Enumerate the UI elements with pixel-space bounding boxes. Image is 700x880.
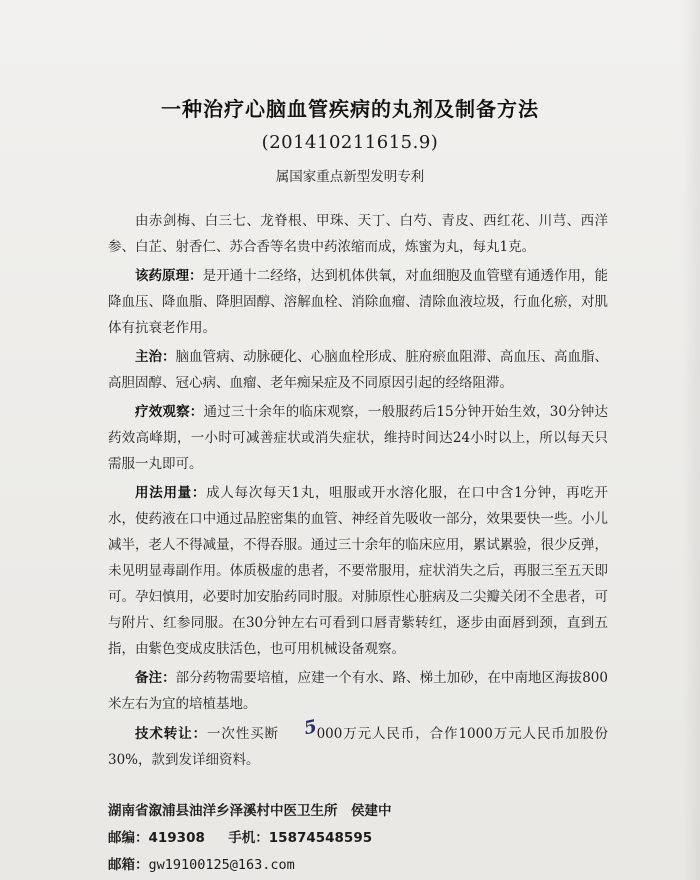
dosage-text: 成人每次每天1丸，咀服或开水溶化服，在口中含1分钟，再吃开水，使药液在口中通过品腔密集的血管、神经首先吸收一部分，效果要快一些。小儿减半，老人不得减量，不得吞服。通过三十余年的临床应用，累试累验，很少反弹，未见明显毒副作用。体质极虚的患者，不要常服用，症状消失之后，再服三至五天即可。孕妇慎用，必要时加安胎药同时服。对肺原性心脏病及二尖瓣关闭不全患者，可与附片、红参同服。在30分钟左右可看到口唇青紫转红，逐步由面唇到颈，直到五指，由紫色变成皮肤活色，也可用机械设备观察。	[108, 485, 608, 657]
indications-text: 脑血管病、动脉硬化、心脑血栓形成、脏府瘀血阻滞、高血压、高血脂、高胆固醇、冠心病、血瘤、老年痴呆症及不同原因引起的经络阻滞。	[108, 349, 609, 391]
contact-email-line	[108, 853, 295, 873]
postcode-value: 419308	[148, 830, 205, 846]
remarks-paragraph	[108, 665, 608, 717]
transfer-paragraph	[108, 716, 609, 773]
principle-text: 是开通十二经络，达到机体供氧，对血细胞及血管壁有通透作用，能降血压、降血脂、降胆固醇、溶解血栓、消除血瘤、清除血液垃圾，行血化瘀，对肌体有抗衰老作用。	[108, 268, 609, 336]
phone-value: 15874548595	[268, 830, 373, 846]
contact-organization: 湖南省溆浦县油洋乡泽溪村中医卫生所 侯建中	[108, 803, 392, 819]
handwritten-digit: 5	[302, 716, 319, 740]
document-subtitle: 属国家重点新型发明专利	[275, 169, 425, 185]
principle-paragraph	[108, 263, 608, 341]
document-body	[108, 208, 608, 773]
patent-number: (201410211615.9)	[261, 132, 439, 153]
document-title: 一种治疗心脑血管疾病的丸剂及制备方法	[161, 97, 539, 121]
postcode-label: 邮编：	[108, 830, 149, 846]
transfer-text-after: 000万元人民币，合作1000万元人民币加股份30%，款到发详细资料。	[108, 726, 609, 768]
transfer-label: 技术转让：	[135, 726, 208, 742]
remarks-label: 备注：	[135, 670, 176, 686]
dosage-label: 用法用量：	[135, 485, 207, 501]
indications-label: 主治：	[135, 349, 176, 365]
efficacy-paragraph	[108, 399, 608, 477]
email-address: gw19100125@163.com	[148, 857, 295, 873]
email-label: 邮箱：	[108, 857, 149, 873]
transfer-text-before: 一次性买断	[207, 726, 280, 742]
phone-label: 手机：	[228, 830, 269, 846]
indications-paragraph	[108, 344, 608, 396]
intro-paragraph: 由赤剑梅、白三七、龙脊根、甲珠、天丁、白芍、青皮、西红花、川芎、西洋参、白芷、射香仁、苏合香等名贵中药浓缩而成，炼蜜为丸，每丸1克。	[108, 213, 608, 255]
remarks-text: 部分药物需要培植，应建一个有水、路、梯土加砂，在中南地区海拔800米左右为宜的培植基地。	[108, 670, 608, 712]
efficacy-label: 疗效观察：	[135, 404, 204, 420]
contact-postcode-phone	[108, 826, 372, 846]
principle-label: 该药原理：	[135, 268, 203, 284]
dosage-paragraph	[108, 480, 608, 662]
efficacy-text: 通过三十余年的临床观察，一般服药后15分钟开始生效，30分钟达药效高峰期，一小时可减善症状或消失症状，维持时间达24小时以上，所以每天只需服一丸即可。	[108, 404, 609, 472]
